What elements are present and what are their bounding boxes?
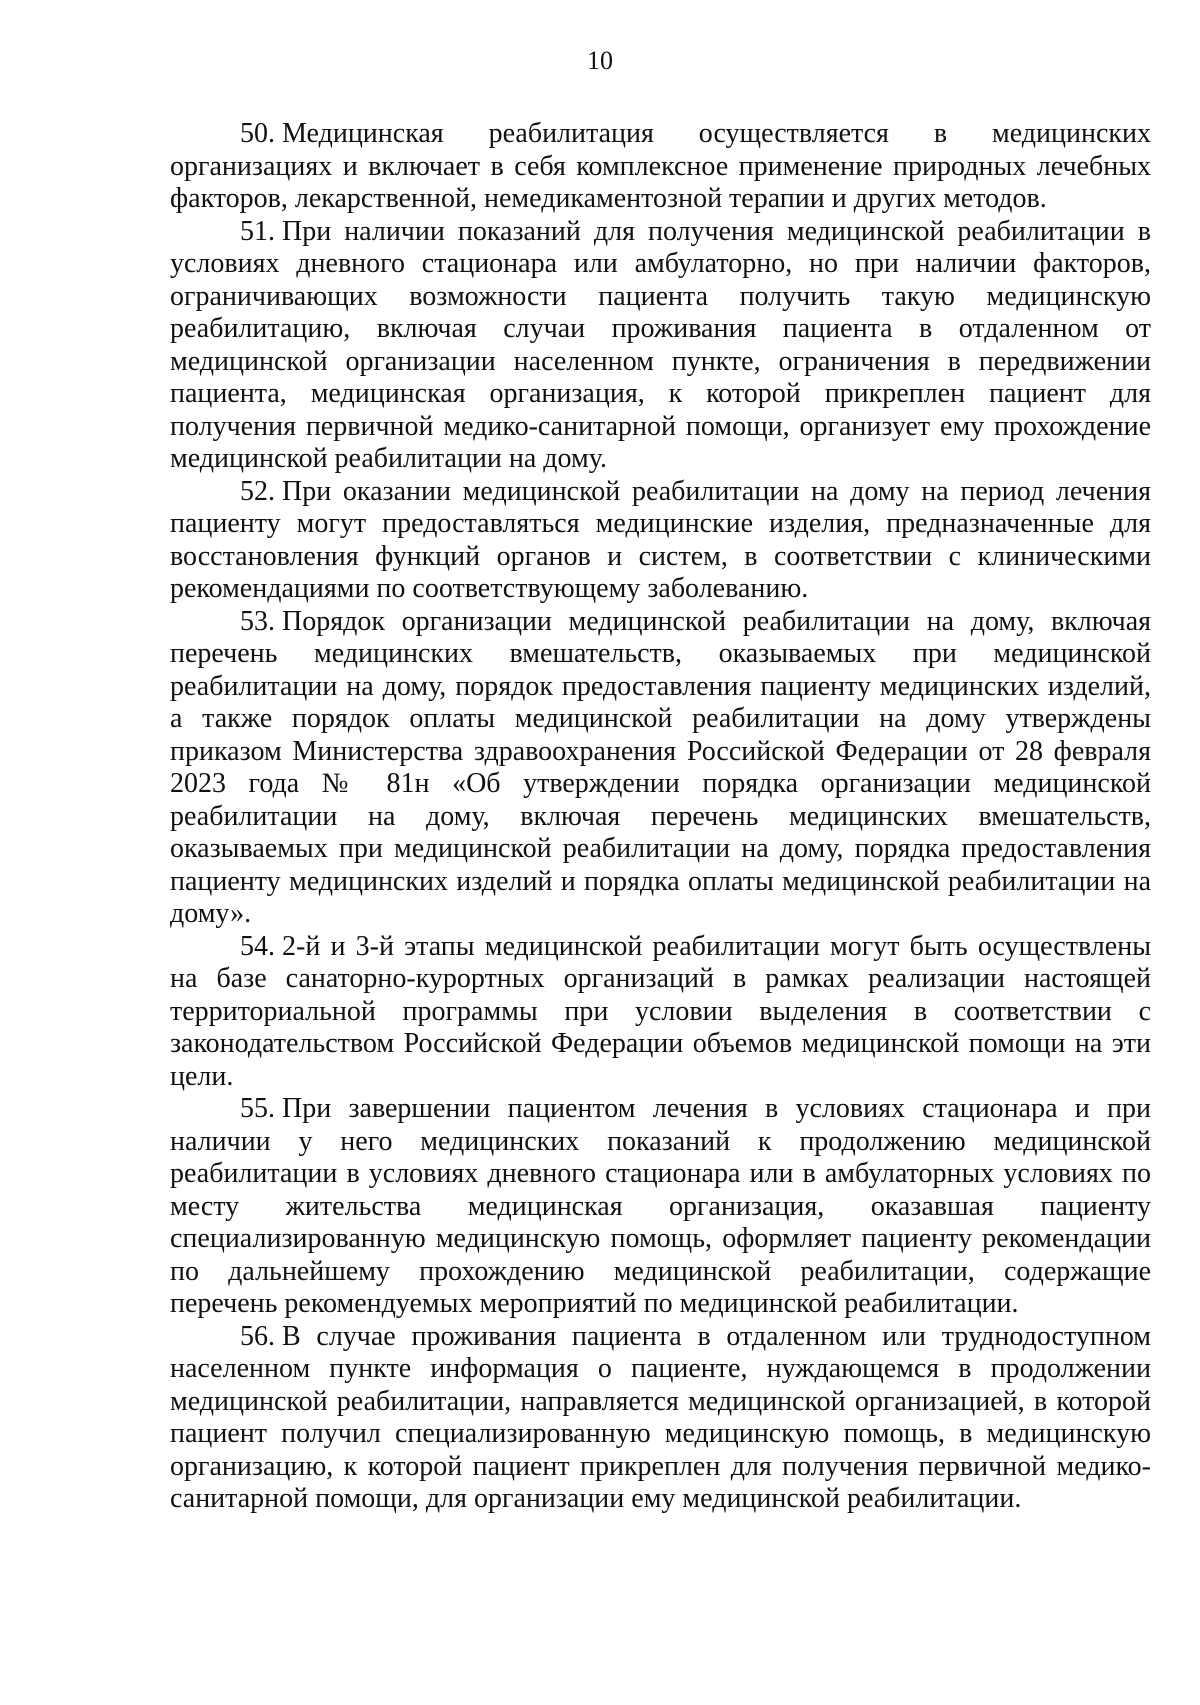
paragraph-text: При наличии показаний для получения медицинской реабилитации в условиях дневного стационара или амбулаторно, но при наличии факторов, ограничивающих возможности пациента получить такую медицинскую реабилитацию, включая случаи проживания пациента в отдаленном от медицинской организации населенном пункте, ограничения в передвижении пациента, медицинская организация, к которой прикреплен пациент для получения первичной медико-санитарной помощи, организует ему прохождение медицинской реабилитации на дому. bbox=[170, 215, 1151, 474]
paragraph-text: Медицинская реабилитация осуществляется в медицинских организациях и включает в себя комплексное применение природных лечебных факторов, лекарственной, немедикаментозной терапии и других методов. bbox=[170, 118, 1151, 214]
paragraph-text: Порядок организации медицинской реабилитации на дому, включая перечень медицинских вмешательств, оказываемых при медицинской реабилитации на дому, порядок предоставления пациенту медицинских изделий, а также порядок оплаты медицинской реабилитации на дому утверждены приказом Министерства здравоохранения Российской Федерации от 28 февраля 2023 года № 81н «Об утверждении порядка организации медицинской реабилитации на дому, включая перечень медицинских вмешательств, оказываемых при медицинской реабилитации на дому, порядка предоставления пациенту медицинских изделий и порядка оплаты медицинской реабилитации на дому». bbox=[170, 605, 1151, 929]
paragraph-number: 52. bbox=[240, 475, 275, 507]
paragraph-50 bbox=[170, 118, 1151, 216]
paragraph-text: В случае проживания пациента в отдаленном или труднодоступном населенном пункте информация о пациенте, нуждающемся в продолжении медицинской реабилитации, направляется медицинской организацией, в которой пациент получил специализированную медицинскую помощь, в медицинскую организацию, к которой пациент прикреплен для получения первичной медико-санитарной помощи, для организации ему медицинской реабилитации. bbox=[170, 1320, 1151, 1514]
document-body bbox=[170, 118, 1151, 1516]
paragraph-text: При завершении пациентом лечения в условиях стационара и при наличии у него медицинских показаний к продолжению медицинской реабилитации в условиях дневного стационара или в амбулаторных условиях по месту жительства медицинская организация, оказавшая пациенту специализированную медицинскую помощь, оформляет пациенту рекомендации по дальнейшему прохождению медицинской реабилитации, содержащие перечень рекомендуемых мероприятий по медицинской реабилитации. bbox=[170, 1093, 1151, 1319]
paragraph-54 bbox=[170, 931, 1151, 1094]
paragraph-number: 56. bbox=[240, 1320, 275, 1352]
paragraph-number: 50. bbox=[240, 118, 275, 149]
paragraph-51 bbox=[170, 216, 1151, 476]
paragraph-text: 2-й и 3-й этапы медицинской реабилитации могут быть осуществлены на базе санаторно-курортных организаций в рамках реализации настоящей территориальной программы при условии выделения в соответствии с законодательством Российской Федерации объемов медицинской помощи на эти цели. bbox=[170, 930, 1151, 1092]
paragraph-number: 51. bbox=[240, 215, 275, 247]
paragraph-52 bbox=[170, 476, 1151, 606]
paragraph-number: 53. bbox=[240, 605, 275, 637]
paragraph-53 bbox=[170, 606, 1151, 931]
page-number: 10 bbox=[587, 46, 613, 75]
paragraph-number: 55. bbox=[240, 1093, 275, 1124]
paragraph-text: При оказании медицинской реабилитации на дому на период лечения пациенту могут предоставляться медицинские изделия, предназначенные для восстановления функций органов и систем, в соответствии с клиническими рекомендациями по соответствующему заболеванию. bbox=[170, 475, 1151, 604]
paragraph-number: 54. bbox=[240, 930, 275, 962]
paragraph-56 bbox=[170, 1321, 1151, 1516]
paragraph-55 bbox=[170, 1093, 1151, 1321]
